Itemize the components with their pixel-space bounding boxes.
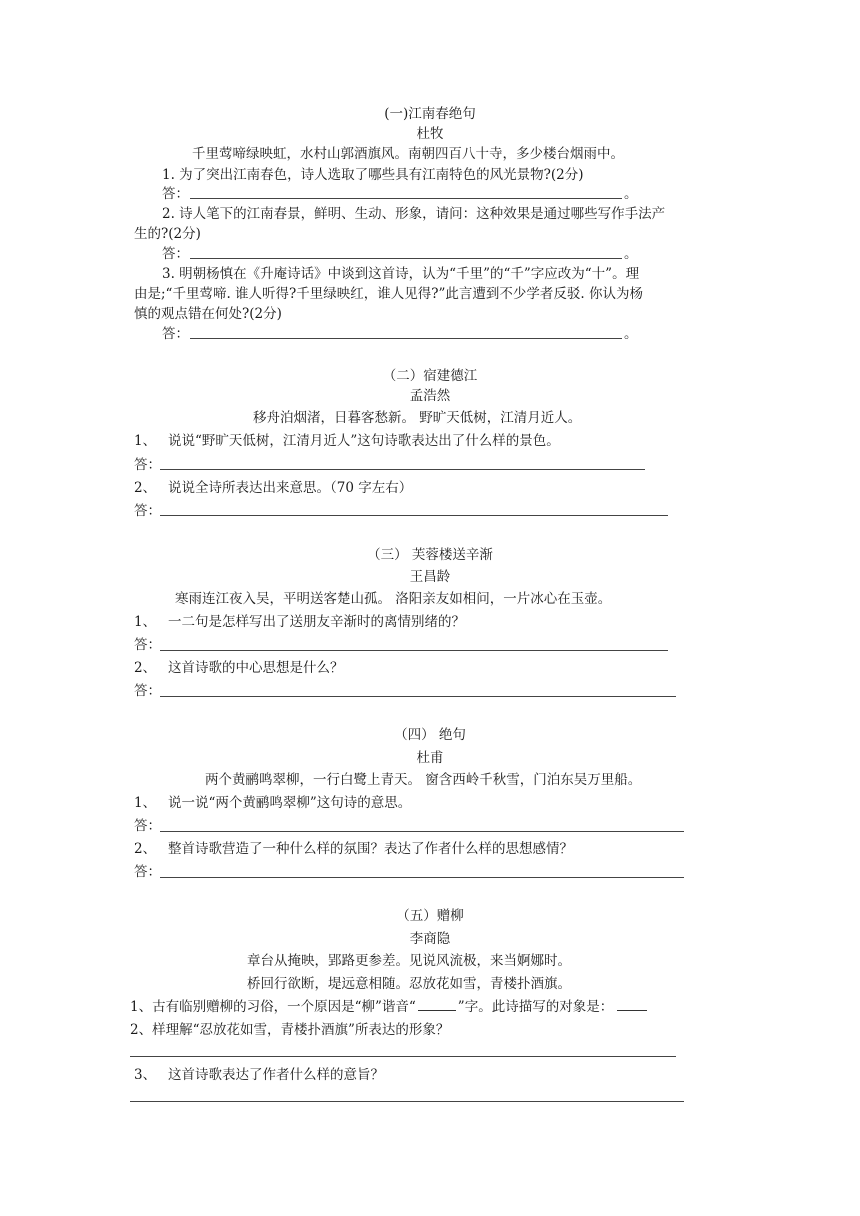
section-2-question-2-number: 2、: [134, 480, 157, 496]
answer-label: 答：: [134, 683, 161, 699]
answer-end-mark: 。: [624, 326, 638, 342]
section-5-question-1: [130, 998, 647, 1016]
answer-label: 答：: [162, 246, 189, 262]
answer-line[interactable]: [160, 650, 668, 651]
section-5-poem-line-2: 桥回行欲断，堤远意相随。忍放花如雪，青楼扑酒旗。: [247, 976, 571, 992]
section-5-heading: （五）赠柳: [396, 908, 464, 924]
section-2-question-2: 说说全诗所表达出来意思。（70 字左右）: [168, 480, 413, 496]
section-3-question-2-number: 2、: [134, 660, 157, 676]
answer-label: 答：: [134, 457, 161, 473]
answer-line[interactable]: [130, 1101, 684, 1102]
section-3-poem-line: 寒雨连江夜入吴，平明送客楚山孤。 洛阳亲友如相问，一片冰心在玉壶。: [175, 591, 612, 607]
section-3-question-1-number: 1、: [134, 614, 157, 630]
answer-label: 答：: [134, 503, 161, 519]
section-5-question-2: 2、样理解“忍放花如雪，青楼扑酒旗”所表达的形象？: [130, 1022, 450, 1038]
section-1-heading: (一)江南春绝句: [384, 106, 476, 122]
section-1-question-1: 1. 为了突出江南春色，诗人选取了哪些具有江南特色的风光景物?(2分): [162, 167, 584, 183]
fill-blank[interactable]: [418, 998, 456, 1011]
section-3-question-1: 一二句是怎样写出了送朋友辛渐时的离情别绪的？: [168, 614, 465, 630]
section-5-question-3-number: 3、: [134, 1067, 157, 1083]
answer-line[interactable]: [160, 469, 645, 470]
section-4-question-1: 说一说“两个黄鹂鸣翠柳”这句诗的意思。: [168, 795, 412, 811]
section-2-author: 孟浩然: [409, 388, 451, 404]
answer-label: 答：: [134, 637, 161, 653]
answer-label: 答：: [162, 186, 189, 202]
answer-label: 答：: [162, 326, 189, 342]
section-1-question-3-line-3: 慎的观点错在何处?(2分): [134, 306, 282, 322]
answer-label: 答：: [134, 818, 161, 834]
answer-line[interactable]: [160, 696, 676, 697]
answer-line[interactable]: [190, 258, 622, 259]
section-4-poem-line: 两个黄鹂鸣翠柳，一行白鹭上青天。 窗含西岭千秋雪，门泊东吴万里船。: [205, 772, 642, 788]
section-4-heading: （四） 绝句: [394, 727, 466, 743]
answer-label: 答：: [134, 864, 161, 880]
answer-line[interactable]: [190, 198, 622, 199]
section-4-question-2: 整首诗歌营造了一种什么样的氛围？表达了作者什么样的思想感情？: [168, 841, 573, 857]
section-3-heading: （三） 芙蓉楼送辛渐: [367, 547, 493, 563]
section-5-author: 李商隐: [409, 931, 451, 947]
section-5-question-1-part-b: ”字。此诗描写的对象是：: [457, 999, 614, 1015]
section-1-question-2-line-2: 生的?(2分): [134, 226, 201, 242]
answer-end-mark: 。: [624, 246, 638, 262]
section-3-author: 王昌龄: [409, 569, 451, 585]
section-1-question-2-line-1: 2. 诗人笔下的江南春景，鲜明、生动、形象，请问：这种效果是通过哪些写作手法产: [162, 206, 666, 222]
section-5-question-3: 这首诗歌表达了作者什么样的意旨？: [168, 1067, 384, 1083]
section-2-question-1: 说说“野旷天低树，江清月近人”这句诗歌表达出了什么样的景色。: [168, 433, 560, 449]
section-2-heading: （二）宿建德江: [382, 368, 478, 384]
answer-end-mark: 。: [624, 186, 638, 202]
section-1-poem-line: 千里莺啼绿映虹，水村山郭酒旗风。南朝四百八十寺，多少楼台烟雨中。: [192, 146, 624, 162]
section-2-question-1-number: 1、: [134, 433, 157, 449]
answer-line[interactable]: [190, 338, 622, 339]
answer-line[interactable]: [130, 1056, 676, 1057]
section-3-question-2: 这首诗歌的中心思想是什么？: [168, 660, 344, 676]
answer-line[interactable]: [160, 831, 684, 832]
fill-blank[interactable]: [617, 998, 647, 1011]
section-5-poem-line-1: 章台从掩映，郢路更参差。见说风流极，来当婀娜时。: [247, 953, 571, 969]
section-1-author: 杜牧: [416, 126, 444, 142]
section-1-question-3-line-2: 由是;“千里莺啼. 谁人听得?千里绿映红，谁人见得?”此言遭到不少学者反驳. 你认为杨: [134, 286, 643, 302]
section-4-author: 杜甫: [416, 750, 444, 766]
section-4-question-1-number: 1、: [134, 795, 157, 811]
section-1-question-3-line-1: 3. 明朝杨慎在《升庵诗话》中谈到这首诗，认为“千里”的“千”字应改为“十”。理: [162, 266, 640, 282]
answer-line[interactable]: [160, 877, 684, 878]
section-5-question-1-part-a: 1、古有临别赠柳的习俗，一个原因是“柳”谐音“: [130, 999, 416, 1015]
answer-line[interactable]: [160, 515, 668, 516]
section-2-poem-line: 移舟泊烟渚，日暮客愁新。 野旷天低树，江清月近人。: [253, 410, 582, 426]
section-4-question-2-number: 2、: [134, 841, 157, 857]
